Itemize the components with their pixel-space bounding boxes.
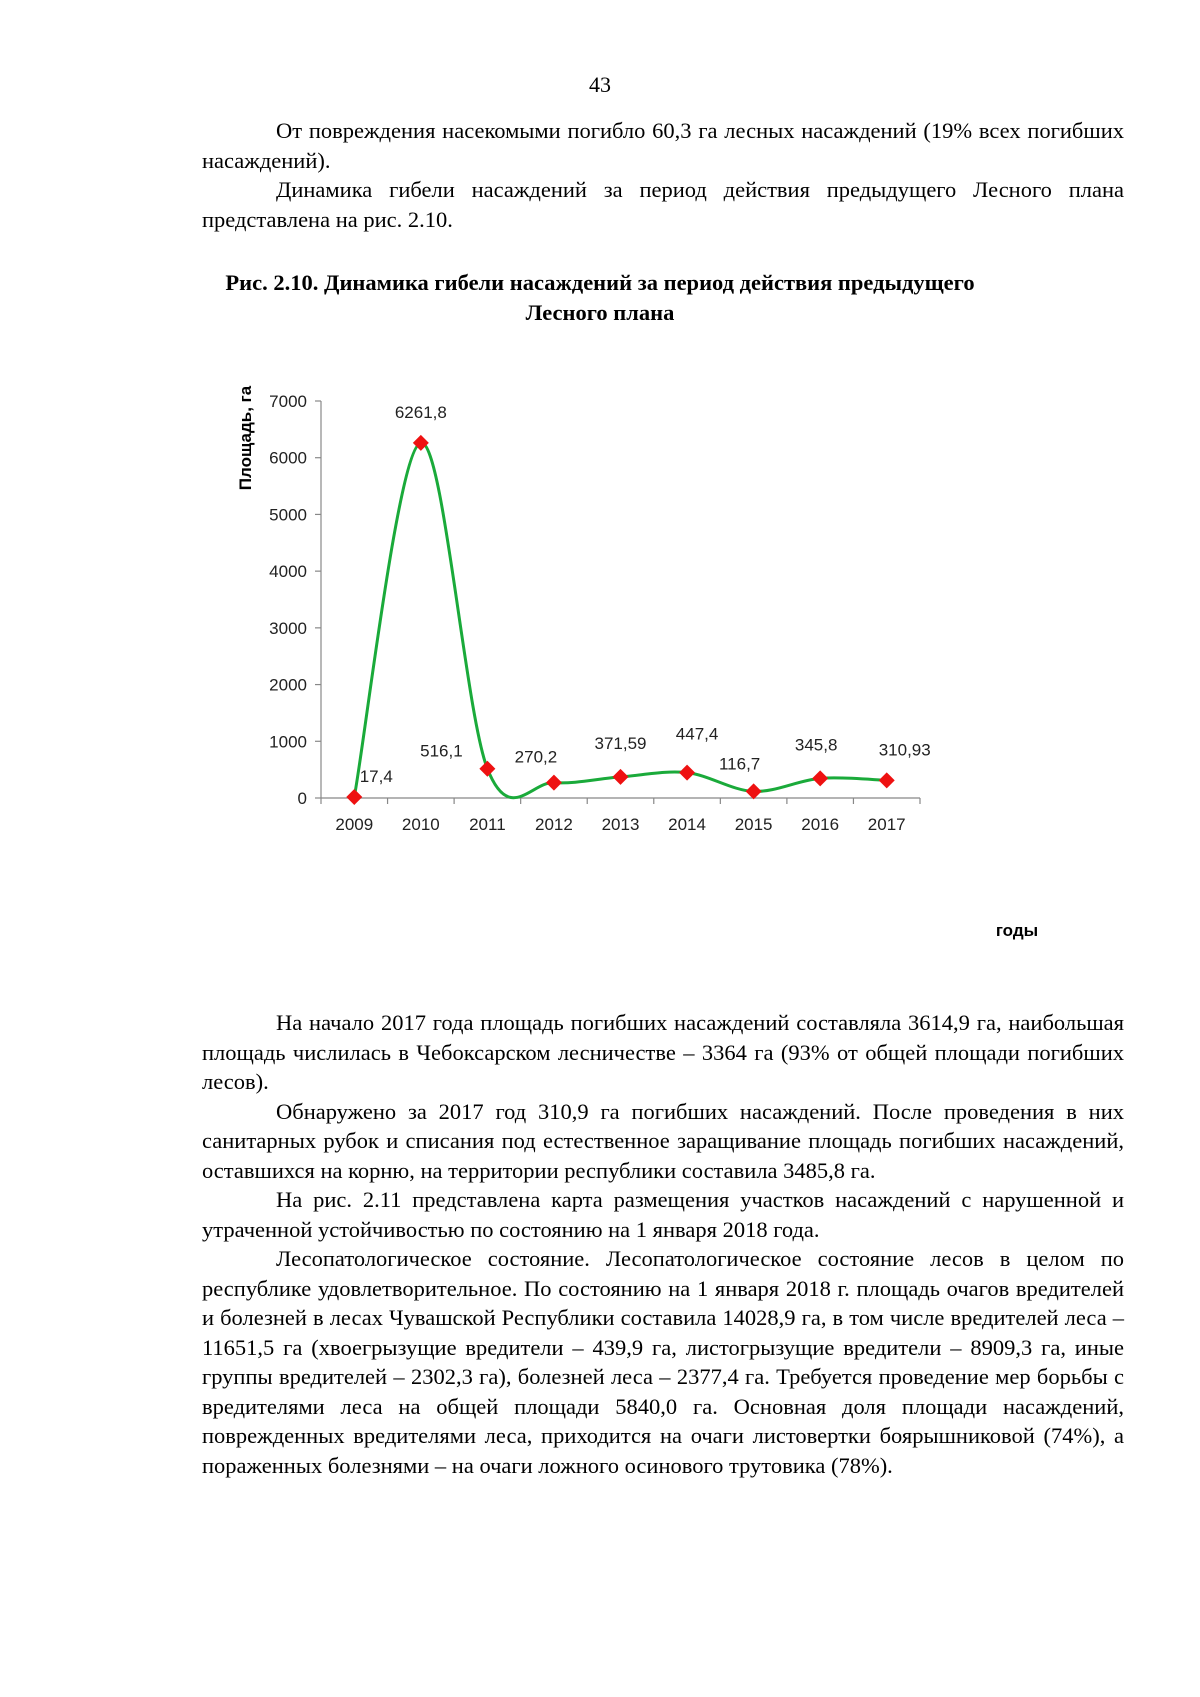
figure-caption-line: Рис. 2.10. Динамика гибели насаждений за период действия предыдущего: [225, 270, 975, 295]
data-point-marker: [812, 770, 828, 786]
y-tick-label: 4000: [269, 562, 307, 582]
paragraph: На начало 2017 года площадь погибших насаждений составляла 3614,9 га, наибольшая площадь числилась в Чебоксарском лесничестве – 3364 га (93% от общей площади погибших лесов).: [202, 1010, 1124, 1094]
paragraph: Динамика гибели насаждений за период действия предыдущего Лесного плана представлена на рис. 2.10.: [202, 177, 1124, 232]
data-point-marker: [679, 765, 695, 781]
x-axis-title: годы: [995, 921, 1039, 940]
data-point-marker: [879, 772, 895, 788]
text-block-bottom: [202, 1008, 1124, 1480]
data-label: 371,59: [594, 733, 647, 753]
paragraph: На рис. 2.11 представлена карта размещения участков насаждений с нарушенной и утраченной устойчивостью по состоянию на 1 января 2018 года.: [202, 1187, 1124, 1242]
paragraph: От повреждения насекомыми погибло 60,3 га лесных насаждений (19% всех погибших насаждений).: [202, 118, 1124, 173]
data-label: 17,4: [359, 767, 393, 787]
text-block-top: [202, 116, 1124, 234]
data-label: 516,1: [420, 741, 463, 761]
x-tick-label: 2013: [601, 815, 640, 834]
y-tick-label: 1000: [269, 732, 307, 752]
data-label: 310,93: [878, 740, 931, 760]
figure-caption: [150, 268, 1050, 328]
x-tick-label: 2011: [469, 815, 506, 834]
y-tick-label: 3000: [269, 618, 307, 638]
y-tick-label: 0: [297, 789, 307, 808]
y-tick-label: 7000: [269, 392, 307, 411]
x-tick-label: 2017: [867, 815, 906, 834]
data-point-marker: [346, 789, 362, 805]
paragraph: Лесопатологическое состояние. Лесопатологическое состояние лесов в целом по республике удовлетворительное. По состоянию на 1 января 2018 г. площадь очагов вредителей и болезней в лесах Чувашской Республики составила 14028,9 га, в том числе вредителей леса – 11651,5 га (хвоегрызущие вредители – 439,9 га, листогрызущие вредители – 8909,3 га, иные группы вредителей – 2302,3 га), болезней леса – 2377,4 га. Требуется проведение мер борьбы с вредителями леса на общей площади 5840,0 га. Основная доля площади насаждений, поврежденных вредителями леса, приходится на очаги листовертки боярышниковой (74%), а пораженных болезнями – на очаги ложного осинового трутовика (78%).: [202, 1246, 1124, 1478]
data-label: 6261,8: [394, 402, 447, 422]
figure-caption-line: Лесного плана: [525, 300, 675, 325]
x-tick-label: 2009: [335, 815, 374, 834]
page-number: 43: [589, 72, 611, 97]
data-point-marker: [746, 783, 762, 799]
data-point-marker: [613, 769, 629, 785]
y-tick-label: 5000: [269, 505, 307, 525]
data-label: 270,2: [514, 747, 558, 767]
data-label: 345,8: [794, 735, 838, 755]
y-tick-label: 6000: [269, 448, 307, 468]
y-axis-title: Площадь, га: [236, 385, 255, 491]
data-labels: [360, 403, 931, 786]
line-chart: [220, 380, 1040, 940]
x-tick-label: 2012: [535, 815, 573, 834]
data-label: 447,4: [675, 724, 719, 744]
y-tick-label: 2000: [269, 675, 307, 695]
x-axis: [321, 798, 920, 834]
data-point-marker: [546, 775, 562, 791]
x-tick-label: 2010: [401, 815, 440, 834]
paragraph: Обнаружено за 2017 год 310,9 га погибших насаждений. После проведения в них санитарных рубок и списания под естественное заращивание площадь погибших насаждений, оставшихся на корню, на территории республики составила 3485,8 га.: [202, 1098, 1124, 1183]
x-tick-label: 2016: [801, 815, 840, 834]
data-point-marker: [479, 761, 495, 777]
x-tick-label: 2015: [734, 815, 773, 834]
x-tick-label: 2014: [668, 815, 706, 834]
data-label: 116,7: [718, 754, 761, 774]
y-axis: [269, 392, 321, 808]
